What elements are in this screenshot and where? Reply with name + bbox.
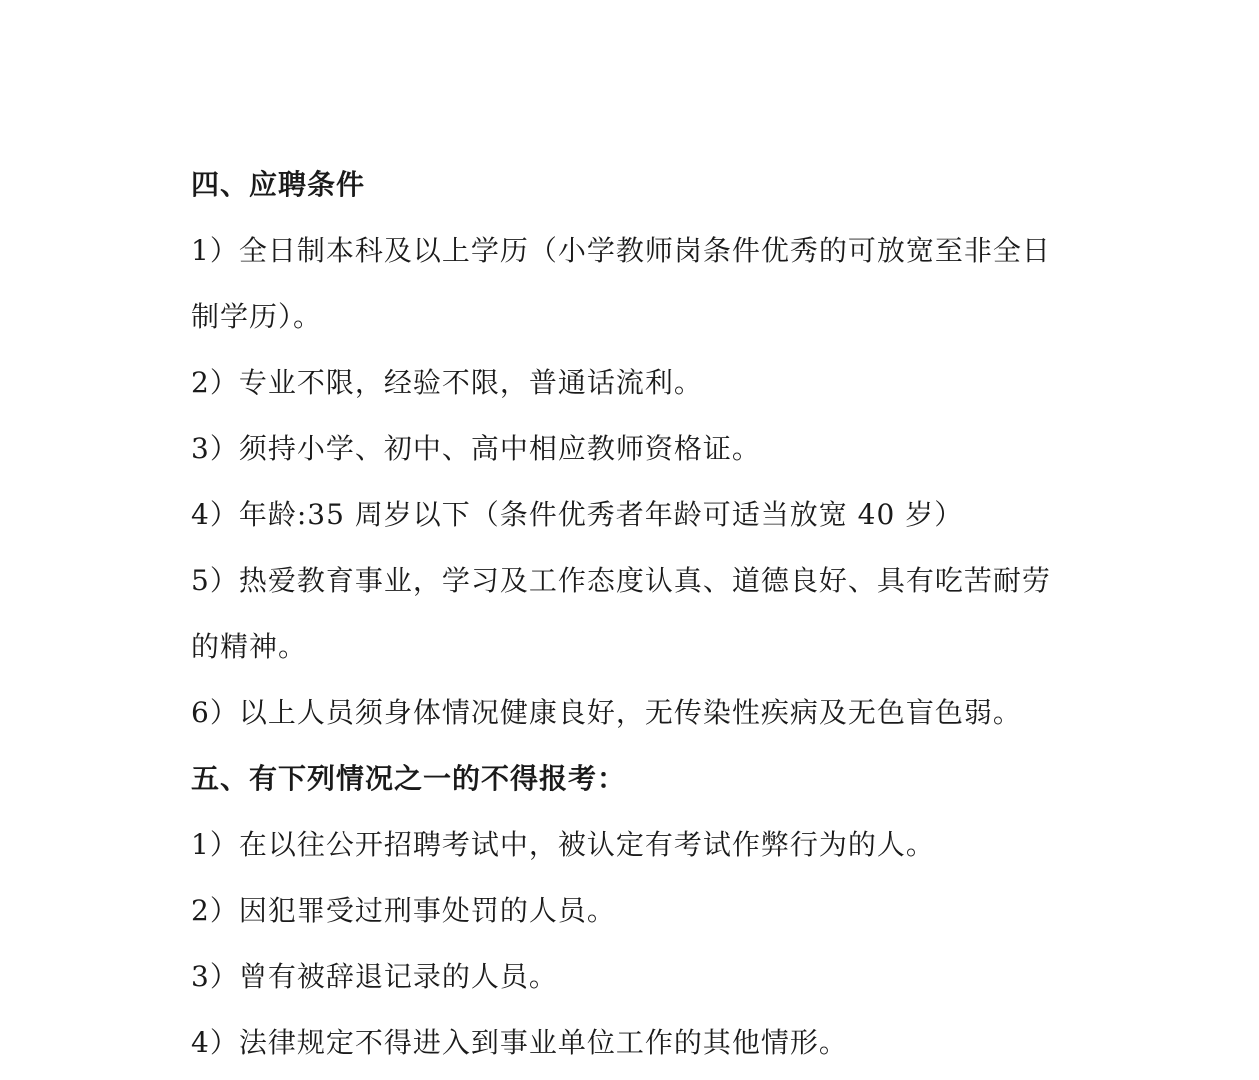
- section-4-item-1-line-2: 制学历）。: [191, 300, 323, 333]
- section-4-item-1-line-1: 1）全日制本科及以上学历（小学教师岗条件优秀的可放宽至非全日: [191, 234, 1051, 267]
- section-5-item-1: 1）在以往公开招聘考试中，被认定有考试作弊行为的人。: [191, 828, 935, 861]
- section-4-item-5-line-2: 的精神。: [191, 630, 308, 663]
- section-4-item-3: 3）须持小学、初中、高中相应教师资格证。: [191, 432, 761, 465]
- section-4-heading: 四、应聘条件: [191, 168, 366, 201]
- section-4-item-4: 4）年龄:35 周岁以下（条件优秀者年龄可适当放宽 40 岁）: [191, 498, 964, 531]
- section-5-heading: 五、有下列情况之一的不得报考：: [191, 762, 627, 795]
- section-4-item-6: 6）以上人员须身体情况健康良好，无传染性疾病及无色盲色弱。: [191, 696, 1022, 729]
- section-4-item-5-line-1: 5）热爱教育事业，学习及工作态度认真、道德良好、具有吃苦耐劳: [191, 564, 1051, 597]
- section-5-item-4: 4）法律规定不得进入到事业单位工作的其他情形。: [191, 1026, 848, 1059]
- section-5-item-3: 3）曾有被辞退记录的人员。: [191, 960, 558, 993]
- section-4-item-2: 2）专业不限，经验不限，普通话流利。: [191, 366, 703, 399]
- section-5-item-2: 2）因犯罪受过刑事处罚的人员。: [191, 894, 616, 927]
